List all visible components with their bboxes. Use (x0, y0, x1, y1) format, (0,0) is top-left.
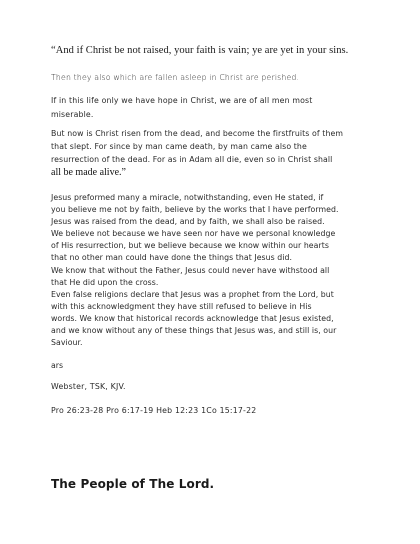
paragraph-line: We know that without the Father, Jesus could never have withstood all (51, 265, 330, 275)
sources-line: Webster, TSK, KJV. (51, 382, 126, 391)
paragraph-line: We believe not because we have seen nor have we personal knowledge (51, 229, 336, 239)
paragraph-line: miserable. (51, 109, 94, 119)
scripture-references: Pro 26:23-28 Pro 6:17-19 Heb 12:23 1Co 15:17-22 (51, 406, 257, 415)
paragraph-line: words. We know that historical records acknowledge that Jesus existed, (51, 313, 334, 323)
paragraph-line: Saviour. (51, 338, 83, 348)
paragraph-then: Then they also which are fallen asleep in Christ are perished. (51, 73, 300, 82)
paragraph-line: that He did upon the cross. (51, 277, 159, 287)
paragraph-line: of His resurrection, but we believe because we know within our hearts (51, 241, 329, 251)
paragraph-line: and we know without any of these things that Jesus was, and still is, our (51, 326, 337, 336)
paragraph-line: Jesus was raised from the dead, and by faith, we shall also be raised. (51, 217, 325, 227)
paragraph-line: that no other man could have done the things that Jesus did. (51, 253, 293, 263)
paragraph-line: you believe me not by faith, believe by the works that I have performed. (51, 205, 339, 215)
paragraph-line: Jesus preformed many a miracle, notwithstanding, even He stated, if (51, 193, 324, 202)
paragraph-but-now (51, 127, 373, 179)
paragraph-jesus (51, 192, 373, 349)
paragraph-line: with this acknowledgment they have still refused to believe in His (51, 301, 312, 311)
paragraph-if-in-this-life (51, 94, 373, 121)
paragraph-line-tail: all be made alive.” (51, 167, 126, 178)
paragraph-line: If in this life only we have hope in Christ, we are of all men most (51, 96, 313, 105)
section-heading: The People of The Lord. (51, 477, 215, 491)
scripture-quote: “And if Christ be not raised, your faith is vain; ye are yet in your sins. (51, 45, 349, 56)
paragraph-line: Even false religions declare that Jesus was a prophet from the Lord, but (51, 289, 334, 299)
ars-note: ars (51, 361, 64, 370)
paragraph-line: But now is Christ risen from the dead, and become the firstfruits of them (51, 129, 344, 138)
paragraph-line: resurrection of the dead. For as in Adam all die, even so in Christ shall (51, 155, 333, 164)
paragraph-line: that slept. For since by man came death, by man came also the (51, 142, 307, 151)
